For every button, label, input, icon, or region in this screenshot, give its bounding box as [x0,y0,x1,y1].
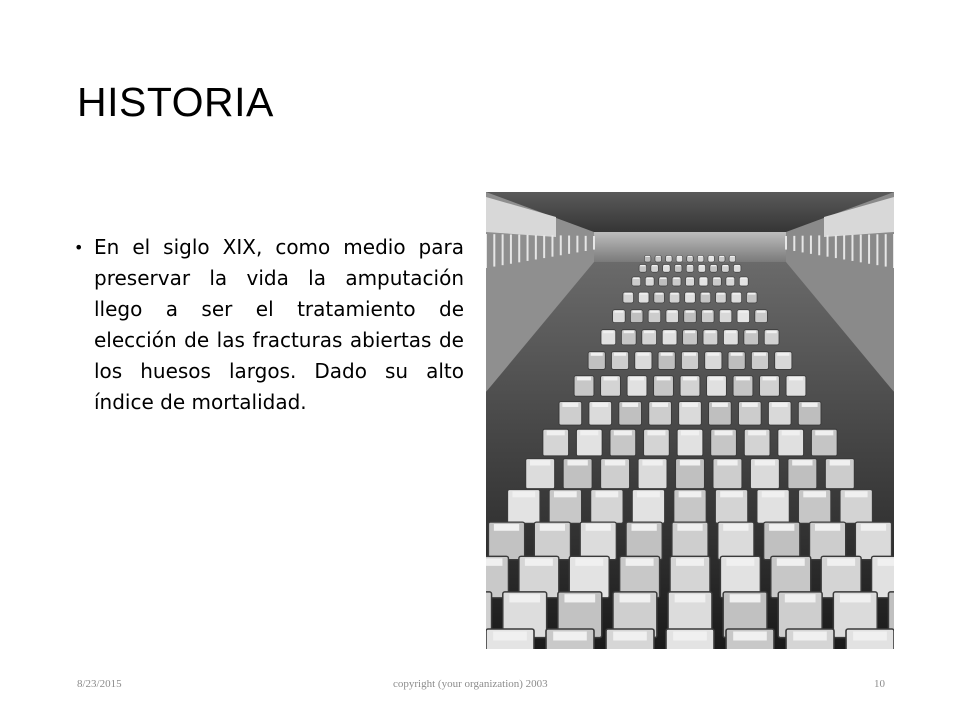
pillow-shape [493,632,527,641]
pillow-shape [633,277,639,279]
pillow-shape [803,491,826,497]
pillow-shape [733,293,740,295]
pillow-shape [720,256,725,257]
pillow-shape [703,310,712,312]
pillow-shape [605,460,625,465]
pillow-shape [509,594,540,602]
pillow-shape [640,293,647,295]
pillow-shape [632,310,641,312]
pillow-shape [682,403,698,407]
pillow-shape [792,460,812,465]
pillow-shape [853,632,887,641]
pillow-shape [664,330,674,333]
pillow-shape [637,353,649,356]
pillow-shape [675,594,706,602]
pillow-shape [748,293,755,295]
pillow-shape [630,377,644,381]
pillow-shape [712,403,728,407]
pillow-shape [830,460,850,465]
pillow-shape [735,265,740,266]
pillow-shape [714,277,720,279]
pillow-shape [683,377,697,381]
pillow-shape [676,558,704,565]
bullet-text: En el siglo XIX, como medio para preservar la vida la amputación llego a ser el tratamiento de elección de las fracturas abiertas de los huesos largos. Dado su alto índice de mortalidad. [94,235,464,414]
pillow-shape [673,277,679,279]
pillow-shape [647,277,653,279]
bullet-item [74,232,464,418]
pillow-shape [614,431,632,436]
pillow-shape [721,310,730,312]
pillow-shape [656,256,661,257]
pillow-shape [596,491,619,497]
pillow-shape [730,594,761,602]
pillow-shape [603,330,613,333]
pillow-shape [655,293,662,295]
pillow-shape [637,491,660,497]
pillow-shape [567,460,587,465]
pillow-shape [878,558,894,565]
pillow-shape [592,403,608,407]
pillow-shape [650,310,659,312]
pillow-shape [705,330,715,333]
pillow-shape [591,353,603,356]
pillow-shape [723,265,728,266]
pillow-shape [754,353,766,356]
pillow-shape [772,403,788,407]
pillow-shape [615,310,624,312]
pillow-shape [777,558,805,565]
pillow-shape [736,377,750,381]
pillow-shape [785,594,816,602]
pillow-shape [861,524,886,531]
pillow-shape [793,632,827,641]
pillow-shape [686,310,695,312]
pillow-shape [755,460,775,465]
pillow-shape [642,460,662,465]
pillow-shape [667,256,672,257]
pillow-shape [494,524,519,531]
pillow-shape [802,403,818,407]
pillow-shape [657,377,671,381]
pillow-shape [726,330,736,333]
pillow-shape [624,330,634,333]
pillow-shape [620,594,651,602]
pillow-shape [827,558,855,565]
pillow-shape [577,377,591,381]
pillow-shape [789,377,803,381]
pillow-shape [717,460,737,465]
pillow-shape [553,632,587,641]
pillow-shape [631,524,656,531]
pillow-shape [486,558,502,565]
photograph-hospital-ward-icon [486,192,894,649]
pillow-shape [710,377,724,381]
pillow-shape [525,558,553,565]
hospital-ward-photo [486,192,894,649]
pillow-shape [762,491,785,497]
pillow-shape [723,524,748,531]
pillow-shape [540,524,565,531]
pillow-shape [730,256,735,257]
pillow-shape [782,431,800,436]
pillow-shape [769,524,794,531]
pillow-shape [677,256,682,257]
pillow-shape [664,265,669,266]
pillow-shape [763,377,777,381]
pillow-shape [661,353,673,356]
pillow-shape [717,293,724,295]
pillow-shape [688,256,693,257]
pillow-shape [614,353,626,356]
footer-copyright: copyright (your organization) 2003 [393,678,548,690]
footer-date: 8/23/2015 [77,678,122,690]
pillow-shape [677,524,702,531]
footer-page-number: 10 [874,678,885,690]
pillow-shape [757,310,766,312]
pillow-shape [622,403,638,407]
pillow-shape [647,431,665,436]
pillow-shape [660,277,666,279]
pillow-shape [679,491,702,497]
pillow-shape [562,403,578,407]
pillow-shape [652,403,668,407]
pillow-shape [625,293,632,295]
pillow-shape [698,256,703,257]
pillow-shape [741,277,747,279]
pillow-shape [845,491,868,497]
pillow-shape [746,330,756,333]
pillow-shape [742,403,758,407]
pillow-shape [748,431,766,436]
pillow-shape [676,265,681,266]
pillow-shape [702,293,709,295]
pillow-shape [626,558,654,565]
pillow-shape [652,265,657,266]
pillow-shape [684,353,696,356]
pillow-shape [530,460,550,465]
pillow-shape [687,265,692,266]
pillow-shape [640,265,645,266]
pillow-shape [815,431,833,436]
pillow-shape [731,353,743,356]
pillow-shape [586,524,611,531]
pillow-shape [680,460,700,465]
pillow-shape [700,277,706,279]
pillow-shape [681,431,699,436]
pillow-shape [707,353,719,356]
pillow-shape [668,310,677,312]
pillow-shape [726,558,754,565]
pillow-shape [685,330,695,333]
pillow-shape [575,558,603,565]
pillow-shape [673,632,707,641]
pillow-shape [840,594,871,602]
pillow-shape [777,353,789,356]
pillow-shape [687,277,693,279]
pillow-shape [645,256,650,257]
slide-body [74,232,464,418]
pillow-shape [554,491,577,497]
slide-title: HISTORIA [77,79,274,125]
pillow-shape [699,265,704,266]
pillow-shape [715,431,733,436]
pillow-shape [711,265,716,266]
pillow-shape [739,310,748,312]
pillow-shape [580,431,598,436]
pillow-shape [727,277,733,279]
pillow-shape [709,256,714,257]
pillow-shape [720,491,743,497]
pillow-shape [604,377,618,381]
bullet-icon: • [74,238,84,257]
pillow-shape [512,491,535,497]
pillow-shape [613,632,647,641]
pillow-shape [815,524,840,531]
pillow-shape [564,594,595,602]
pillow-shape [671,293,678,295]
pillow-shape [686,293,693,295]
pillow-shape [547,431,565,436]
pillow-shape [766,330,776,333]
pillow-shape [644,330,654,333]
pillow-shape [733,632,767,641]
